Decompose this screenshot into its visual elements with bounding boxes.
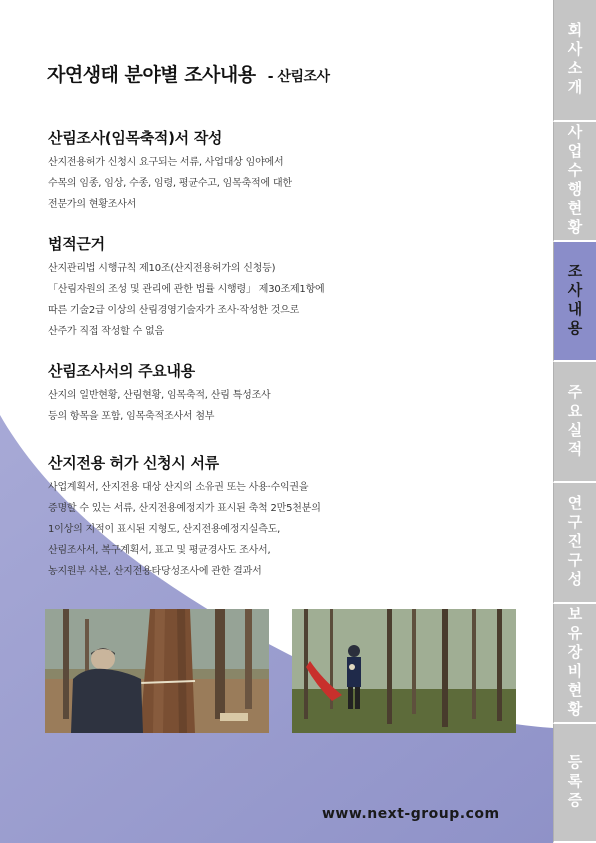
nav-tab-label: 조사내용 — [565, 263, 584, 339]
section-forest-survey — [48, 127, 518, 215]
section-line: 산지전용허가 신청시 요구되는 서류, 사업대상 임야에서 — [48, 157, 284, 168]
nav-tab-label: 주요실적 — [565, 383, 584, 460]
nav-tab-label: 사업수행현황 — [565, 124, 584, 238]
nav-tab-main-achievements[interactable] — [553, 362, 596, 483]
section-line: 따른 기술2급 이상의 산림경영기술자가 조사·작성한 것으로 — [48, 305, 300, 316]
nav-tab-label: 보유장비현황 — [565, 606, 584, 720]
section-heading: 법적근거 — [48, 235, 105, 253]
section-line: 1이상의 지적이 표시된 지형도, 산지전용예정지실측도, — [48, 524, 281, 535]
section-legal-basis — [48, 233, 518, 342]
section-line: 농지원부 사본, 산지전용타당성조사에 관한 결과서 — [48, 566, 262, 577]
section-heading: 산림조사서의 주요내용 — [48, 362, 195, 380]
side-navigation — [553, 0, 596, 843]
photo-forest-survey — [292, 609, 516, 733]
nav-tab-label: 연구진구성 — [565, 495, 584, 590]
nav-tab-research-team[interactable] — [553, 483, 596, 604]
section-line: 수목의 임종, 임상, 수종, 임령, 평균수고, 임목축적에 대한 — [48, 178, 292, 189]
section-permit-documents — [48, 452, 518, 582]
section-line: 산림조사서, 복구계획서, 표고 및 평균경사도 조사서, — [48, 545, 271, 556]
section-line: 산지의 일반현황, 산림현황, 임목축적, 산림 특성조사 — [48, 390, 271, 401]
nav-tab-registration[interactable] — [553, 724, 596, 843]
section-line: 전문가의 현황조사서 — [48, 199, 137, 210]
nav-tab-equipment[interactable] — [553, 604, 596, 724]
nav-tab-label: 등록증 — [565, 754, 584, 811]
page-title-text: 자연생태 분야별 조사내용 — [47, 64, 256, 86]
section-main-contents — [48, 360, 518, 427]
page-title — [47, 60, 330, 87]
section-heading: 산림조사(임목축적)서 작성 — [48, 129, 223, 147]
section-line: 산주가 직접 작성할 수 없음 — [48, 326, 164, 337]
photo-tree-measurement — [45, 609, 269, 733]
nav-tab-project-status[interactable] — [553, 122, 596, 242]
nav-tab-survey-contents[interactable] — [553, 242, 596, 362]
section-line: 등의 항목을 포함, 임목축적조사서 첨부 — [48, 411, 215, 422]
section-line: 「산림자원의 조성 및 관리에 관한 법률 시행령」 제30조제1항에 — [48, 284, 325, 295]
website-url[interactable]: www.next-group.com — [322, 806, 500, 822]
section-line: 산지관리법 시행규칙 제10조(산지전용허가의 신청등) — [48, 263, 276, 274]
section-line: 증명할 수 있는 서류, 산지전용예정지가 표시된 축척 2만5천분의 — [48, 503, 321, 514]
nav-tab-label: 회사소개 — [565, 22, 584, 98]
section-line: 사업계획서, 산지전용 대상 산지의 소유권 또는 사용·수익권을 — [48, 482, 309, 493]
page-subtitle: - 산림조사 — [267, 69, 330, 85]
section-heading: 산지전용 허가 신청시 서류 — [48, 454, 219, 472]
nav-tab-company-intro[interactable] — [553, 0, 596, 122]
